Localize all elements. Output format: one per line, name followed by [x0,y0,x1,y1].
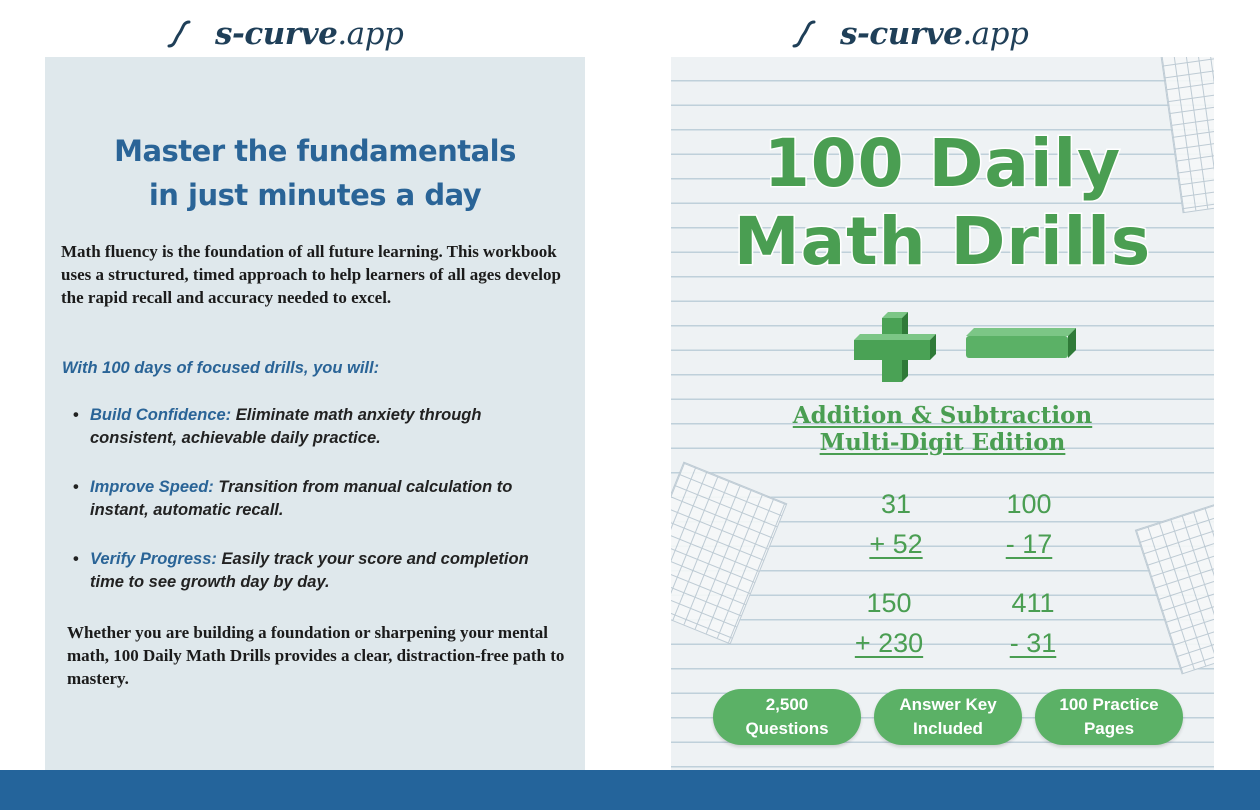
problem-bottom: + 230 [854,628,924,658]
subtitle-line-2: Multi-Digit Edition [819,429,1066,456]
problem-bottom: - 17 [1005,529,1053,559]
brand-name: s-curve.app [215,16,404,52]
badge-line-2: Questions [745,719,829,738]
problem-top: 411 [1011,588,1055,618]
problem-top: 31 [880,489,912,519]
book-cover [671,57,1214,770]
headline-line-1: Master the fundamentals [114,134,516,168]
benefits-lead: With 100 days of focused drills, you will: [62,359,380,377]
badge-questions [713,689,861,745]
cover-title [671,125,1214,281]
benefit-term: Build Confidence: [90,406,232,424]
brand-header-left [165,12,403,56]
benefit-term: Verify Progress: [90,550,217,568]
benefit-text: Easily track your score and completion time to see growth day by day. [90,550,529,591]
description-panel [45,57,585,770]
badge-answer-key [874,689,1022,745]
math-problem [984,484,1074,564]
badge-line-1: 2,500 [765,695,809,714]
headline [45,129,585,217]
headline-line-2: in just minutes a day [148,178,482,212]
badge-line-1: 100 Practice [1059,695,1159,714]
badge-line-1: Answer Key [899,695,997,714]
intro-paragraph: Math fluency is the foundation of all future learning. This workbook uses a structured, timed approach to help learners of all ages develop the rapid recall and accuracy needed to excel. [61,242,561,307]
s-curve-logo-icon [790,19,818,49]
closing-paragraph: Whether you are building a foundation or sharpening your mental math, 100 Daily Math Drills provides a clear, distraction-free path to mastery. [67,623,565,688]
bottom-bar [0,770,1260,810]
grid-paper-decoration [671,462,787,645]
benefit-item [73,404,563,450]
grid-paper-decoration [1135,502,1214,675]
benefit-text: Transition from manual calculation to instant, automatic recall. [90,478,513,519]
cover-title-line-2: Math Drills [733,203,1152,280]
benefit-text: Eliminate math anxiety through consistent, achievable daily practice. [90,406,482,447]
badge-line-2: Included [913,719,983,738]
problem-bottom: - 31 [1009,628,1057,658]
math-problem [988,583,1078,663]
cover-title-line-1: 100 Daily [763,125,1122,202]
problem-top: 100 [1006,489,1052,519]
subtitle-line-1: Addition & Subtraction [792,402,1093,429]
brand-header-right [790,12,1028,56]
badge-practice-pages [1035,689,1183,745]
benefits-list [73,404,563,620]
benefit-item [73,476,563,522]
math-problem [851,484,941,564]
problem-top: 150 [866,588,912,618]
benefit-term: Improve Speed: [90,478,214,496]
problem-bottom: + 52 [869,529,923,559]
benefit-item [73,548,563,594]
cover-subtitle [671,402,1214,456]
plus-minus-icon [846,304,1086,394]
badge-line-2: Pages [1083,719,1135,738]
s-curve-logo-icon [165,19,193,49]
math-problem [844,583,934,663]
feature-badges [713,689,1183,745]
brand-name: s-curve.app [840,16,1029,52]
